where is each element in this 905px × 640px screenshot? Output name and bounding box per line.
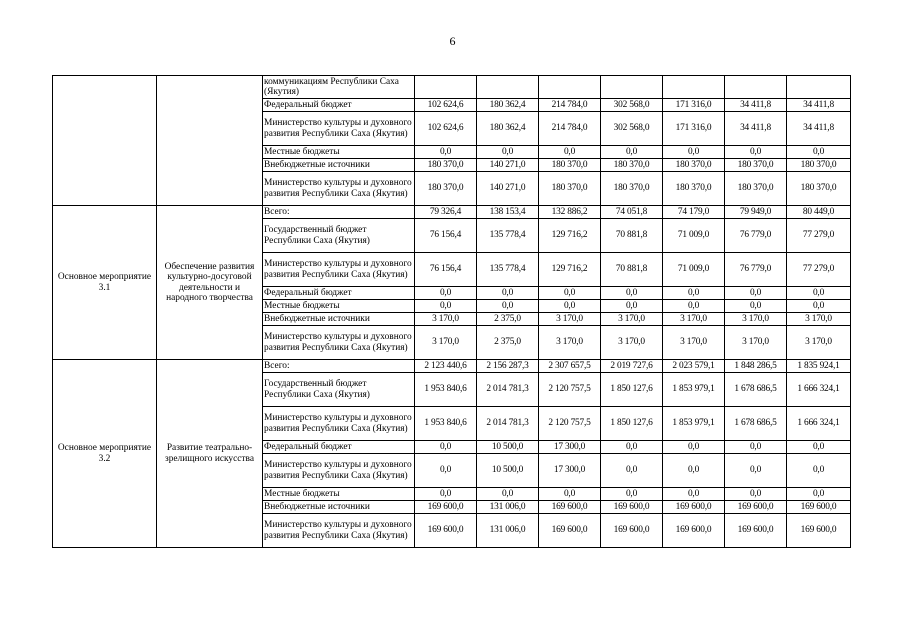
amount-cell: 70 881,8 bbox=[601, 219, 663, 253]
amount-cell: 169 600,0 bbox=[663, 501, 725, 514]
amount-cell: 0,0 bbox=[787, 441, 851, 454]
amount-cell: 70 881,8 bbox=[601, 253, 663, 287]
amount-cell: 0,0 bbox=[725, 300, 787, 313]
amount-cell: 169 600,0 bbox=[539, 514, 601, 548]
amount-cell: 0,0 bbox=[477, 300, 539, 313]
event-name-cell: Развитие театрально-зрелищного искусства bbox=[157, 360, 263, 548]
funding-source-cell: Министерство культуры и духовного развития Республики Саха (Якутия) bbox=[263, 454, 415, 488]
amount-cell: 1 953 840,6 bbox=[415, 373, 477, 407]
event-name-cell bbox=[157, 76, 263, 206]
funding-source-cell: Внебюджетные источники bbox=[263, 501, 415, 514]
amount-cell: 76 779,0 bbox=[725, 253, 787, 287]
amount-cell: 0,0 bbox=[415, 454, 477, 488]
amount-cell: 180 370,0 bbox=[539, 159, 601, 172]
amount-cell: 3 170,0 bbox=[601, 326, 663, 360]
amount-cell: 76 156,4 bbox=[415, 253, 477, 287]
amount-cell: 3 170,0 bbox=[539, 313, 601, 326]
funding-source-cell: Внебюджетные источники bbox=[263, 159, 415, 172]
amount-cell: 17 300,0 bbox=[539, 441, 601, 454]
amount-cell: 169 600,0 bbox=[787, 514, 851, 548]
amount-cell: 0,0 bbox=[601, 488, 663, 501]
page-number: 6 bbox=[449, 34, 456, 48]
amount-cell: 0,0 bbox=[725, 441, 787, 454]
amount-cell: 169 600,0 bbox=[601, 501, 663, 514]
amount-cell: 180 362,4 bbox=[477, 99, 539, 112]
amount-cell: 0,0 bbox=[663, 488, 725, 501]
amount-cell: 135 778,4 bbox=[477, 219, 539, 253]
amount-cell: 3 170,0 bbox=[539, 326, 601, 360]
amount-cell: 129 716,2 bbox=[539, 219, 601, 253]
amount-cell: 1 850 127,6 bbox=[601, 407, 663, 441]
amount-cell: 102 624,6 bbox=[415, 112, 477, 146]
amount-cell: 0,0 bbox=[725, 454, 787, 488]
amount-cell: 0,0 bbox=[601, 454, 663, 488]
amount-cell: 2 375,0 bbox=[477, 326, 539, 360]
amount-cell: 0,0 bbox=[415, 300, 477, 313]
amount-cell: 3 170,0 bbox=[787, 326, 851, 360]
amount-cell: 1 853 979,1 bbox=[663, 407, 725, 441]
amount-cell: 3 170,0 bbox=[663, 326, 725, 360]
amount-cell bbox=[663, 76, 725, 99]
amount-cell: 171 316,0 bbox=[663, 112, 725, 146]
amount-cell: 2 014 781,3 bbox=[477, 407, 539, 441]
funding-source-cell: Государственный бюджет Республики Саха (Якутия) bbox=[263, 373, 415, 407]
amount-cell: 2 023 579,1 bbox=[663, 360, 725, 373]
amount-cell: 0,0 bbox=[663, 300, 725, 313]
amount-cell: 180 370,0 bbox=[787, 159, 851, 172]
amount-cell: 135 778,4 bbox=[477, 253, 539, 287]
amount-cell: 2 123 440,6 bbox=[415, 360, 477, 373]
amount-cell: 180 370,0 bbox=[415, 172, 477, 206]
funding-source-cell: Министерство культуры и духовного развития Республики Саха (Якутия) bbox=[263, 172, 415, 206]
amount-cell: 180 362,4 bbox=[477, 112, 539, 146]
amount-cell: 0,0 bbox=[415, 287, 477, 300]
amount-cell: 74 051,8 bbox=[601, 206, 663, 219]
amount-cell: 1 666 324,1 bbox=[787, 407, 851, 441]
amount-cell: 169 600,0 bbox=[663, 514, 725, 548]
amount-cell: 0,0 bbox=[539, 146, 601, 159]
amount-cell: 2 014 781,3 bbox=[477, 373, 539, 407]
amount-cell: 180 370,0 bbox=[601, 172, 663, 206]
amount-cell: 180 370,0 bbox=[415, 159, 477, 172]
event-cell: Основное мероприятие 3.2 bbox=[53, 360, 157, 548]
amount-cell: 10 500,0 bbox=[477, 454, 539, 488]
amount-cell: 80 449,0 bbox=[787, 206, 851, 219]
amount-cell: 0,0 bbox=[663, 287, 725, 300]
funding-source-cell: Министерство культуры и духовного развития Республики Саха (Якутия) bbox=[263, 253, 415, 287]
funding-source-cell: Местные бюджеты bbox=[263, 300, 415, 313]
amount-cell: 3 170,0 bbox=[725, 326, 787, 360]
amount-cell: 138 153,4 bbox=[477, 206, 539, 219]
amount-cell: 2 120 757,5 bbox=[539, 373, 601, 407]
amount-cell: 2 019 727,6 bbox=[601, 360, 663, 373]
amount-cell: 1 678 686,5 bbox=[725, 407, 787, 441]
amount-cell: 79 949,0 bbox=[725, 206, 787, 219]
amount-cell: 0,0 bbox=[601, 441, 663, 454]
amount-cell bbox=[725, 76, 787, 99]
amount-cell: 2 307 657,5 bbox=[539, 360, 601, 373]
funding-source-cell: Министерство культуры и духовного развития Республики Саха (Якутия) bbox=[263, 407, 415, 441]
amount-cell bbox=[415, 76, 477, 99]
table-body bbox=[53, 76, 851, 548]
amount-cell: 169 600,0 bbox=[539, 501, 601, 514]
amount-cell: 3 170,0 bbox=[663, 313, 725, 326]
amount-cell: 0,0 bbox=[477, 287, 539, 300]
amount-cell: 3 170,0 bbox=[415, 313, 477, 326]
table-row bbox=[53, 206, 851, 219]
amount-cell bbox=[601, 76, 663, 99]
amount-cell: 34 411,8 bbox=[787, 112, 851, 146]
amount-cell: 102 624,6 bbox=[415, 99, 477, 112]
amount-cell: 180 370,0 bbox=[787, 172, 851, 206]
amount-cell: 169 600,0 bbox=[725, 501, 787, 514]
funding-source-cell: коммуникациям Республики Саха (Якутия) bbox=[263, 76, 415, 99]
funding-source-cell: Всего: bbox=[263, 206, 415, 219]
event-cell bbox=[53, 76, 157, 206]
amount-cell: 3 170,0 bbox=[415, 326, 477, 360]
amount-cell: 169 600,0 bbox=[601, 514, 663, 548]
amount-cell: 169 600,0 bbox=[415, 514, 477, 548]
amount-cell: 0,0 bbox=[539, 300, 601, 313]
amount-cell bbox=[787, 76, 851, 99]
amount-cell: 0,0 bbox=[477, 146, 539, 159]
amount-cell: 0,0 bbox=[787, 287, 851, 300]
amount-cell: 1 678 686,5 bbox=[725, 373, 787, 407]
amount-cell: 180 370,0 bbox=[725, 172, 787, 206]
funding-source-cell: Государственный бюджет Республики Саха (Якутия) bbox=[263, 219, 415, 253]
amount-cell: 214 784,0 bbox=[539, 99, 601, 112]
amount-cell: 0,0 bbox=[539, 287, 601, 300]
amount-cell: 17 300,0 bbox=[539, 454, 601, 488]
amount-cell: 0,0 bbox=[601, 300, 663, 313]
amount-cell: 180 370,0 bbox=[663, 172, 725, 206]
funding-source-cell: Федеральный бюджет bbox=[263, 99, 415, 112]
funding-source-cell: Внебюджетные источники bbox=[263, 313, 415, 326]
amount-cell: 0,0 bbox=[663, 454, 725, 488]
amount-cell: 1 850 127,6 bbox=[601, 373, 663, 407]
event-name-cell: Обеспечение развития культурно-досуговой деятельности и народного творчества bbox=[157, 206, 263, 360]
amount-cell: 0,0 bbox=[415, 441, 477, 454]
amount-cell: 77 279,0 bbox=[787, 253, 851, 287]
amount-cell: 2 156 287,3 bbox=[477, 360, 539, 373]
amount-cell: 76 156,4 bbox=[415, 219, 477, 253]
amount-cell: 10 500,0 bbox=[477, 441, 539, 454]
amount-cell: 0,0 bbox=[787, 488, 851, 501]
amount-cell: 34 411,8 bbox=[787, 99, 851, 112]
amount-cell: 0,0 bbox=[725, 146, 787, 159]
amount-cell: 71 009,0 bbox=[663, 219, 725, 253]
amount-cell: 169 600,0 bbox=[415, 501, 477, 514]
amount-cell bbox=[477, 76, 539, 99]
amount-cell: 0,0 bbox=[663, 441, 725, 454]
amount-cell: 2 375,0 bbox=[477, 313, 539, 326]
amount-cell: 0,0 bbox=[539, 488, 601, 501]
event-cell: Основное мероприятие 3.1 bbox=[53, 206, 157, 360]
amount-cell: 0,0 bbox=[787, 300, 851, 313]
amount-cell: 302 568,0 bbox=[601, 99, 663, 112]
funding-source-cell: Министерство культуры и духовного развития Республики Саха (Якутия) bbox=[263, 326, 415, 360]
amount-cell: 71 009,0 bbox=[663, 253, 725, 287]
amount-cell: 214 784,0 bbox=[539, 112, 601, 146]
amount-cell: 1 953 840,6 bbox=[415, 407, 477, 441]
funding-source-cell: Федеральный бюджет bbox=[263, 441, 415, 454]
amount-cell: 0,0 bbox=[477, 488, 539, 501]
amount-cell: 129 716,2 bbox=[539, 253, 601, 287]
amount-cell: 180 370,0 bbox=[601, 159, 663, 172]
amount-cell: 131 006,0 bbox=[477, 501, 539, 514]
table-row bbox=[53, 360, 851, 373]
amount-cell: 0,0 bbox=[725, 488, 787, 501]
amount-cell: 169 600,0 bbox=[787, 501, 851, 514]
funding-source-cell: Федеральный бюджет bbox=[263, 287, 415, 300]
amount-cell: 0,0 bbox=[787, 146, 851, 159]
amount-cell: 0,0 bbox=[415, 488, 477, 501]
amount-cell: 140 271,0 bbox=[477, 159, 539, 172]
amount-cell: 131 006,0 bbox=[477, 514, 539, 548]
amount-cell: 3 170,0 bbox=[725, 313, 787, 326]
amount-cell: 1 666 324,1 bbox=[787, 373, 851, 407]
funding-source-cell: Министерство культуры и духовного развития Республики Саха (Якутия) bbox=[263, 112, 415, 146]
amount-cell: 79 326,4 bbox=[415, 206, 477, 219]
table-row bbox=[53, 76, 851, 99]
amount-cell: 302 568,0 bbox=[601, 112, 663, 146]
amount-cell: 1 853 979,1 bbox=[663, 373, 725, 407]
budget-table bbox=[52, 75, 851, 548]
amount-cell: 76 779,0 bbox=[725, 219, 787, 253]
amount-cell: 1 835 924,1 bbox=[787, 360, 851, 373]
amount-cell: 34 411,8 bbox=[725, 99, 787, 112]
amount-cell: 132 886,2 bbox=[539, 206, 601, 219]
amount-cell bbox=[539, 76, 601, 99]
amount-cell: 34 411,8 bbox=[725, 112, 787, 146]
amount-cell: 1 848 286,5 bbox=[725, 360, 787, 373]
amount-cell: 180 370,0 bbox=[539, 172, 601, 206]
amount-cell: 77 279,0 bbox=[787, 219, 851, 253]
amount-cell: 140 271,0 bbox=[477, 172, 539, 206]
amount-cell: 180 370,0 bbox=[663, 159, 725, 172]
amount-cell: 171 316,0 bbox=[663, 99, 725, 112]
amount-cell: 0,0 bbox=[415, 146, 477, 159]
funding-source-cell: Местные бюджеты bbox=[263, 146, 415, 159]
amount-cell: 3 170,0 bbox=[601, 313, 663, 326]
amount-cell: 3 170,0 bbox=[787, 313, 851, 326]
amount-cell: 0,0 bbox=[725, 287, 787, 300]
amount-cell: 180 370,0 bbox=[725, 159, 787, 172]
amount-cell: 0,0 bbox=[601, 287, 663, 300]
amount-cell: 2 120 757,5 bbox=[539, 407, 601, 441]
amount-cell: 169 600,0 bbox=[725, 514, 787, 548]
amount-cell: 0,0 bbox=[787, 454, 851, 488]
amount-cell: 0,0 bbox=[663, 146, 725, 159]
funding-source-cell: Министерство культуры и духовного развития Республики Саха (Якутия) bbox=[263, 514, 415, 548]
amount-cell: 74 179,0 bbox=[663, 206, 725, 219]
amount-cell: 0,0 bbox=[601, 146, 663, 159]
funding-source-cell: Местные бюджеты bbox=[263, 488, 415, 501]
funding-source-cell: Всего: bbox=[263, 360, 415, 373]
